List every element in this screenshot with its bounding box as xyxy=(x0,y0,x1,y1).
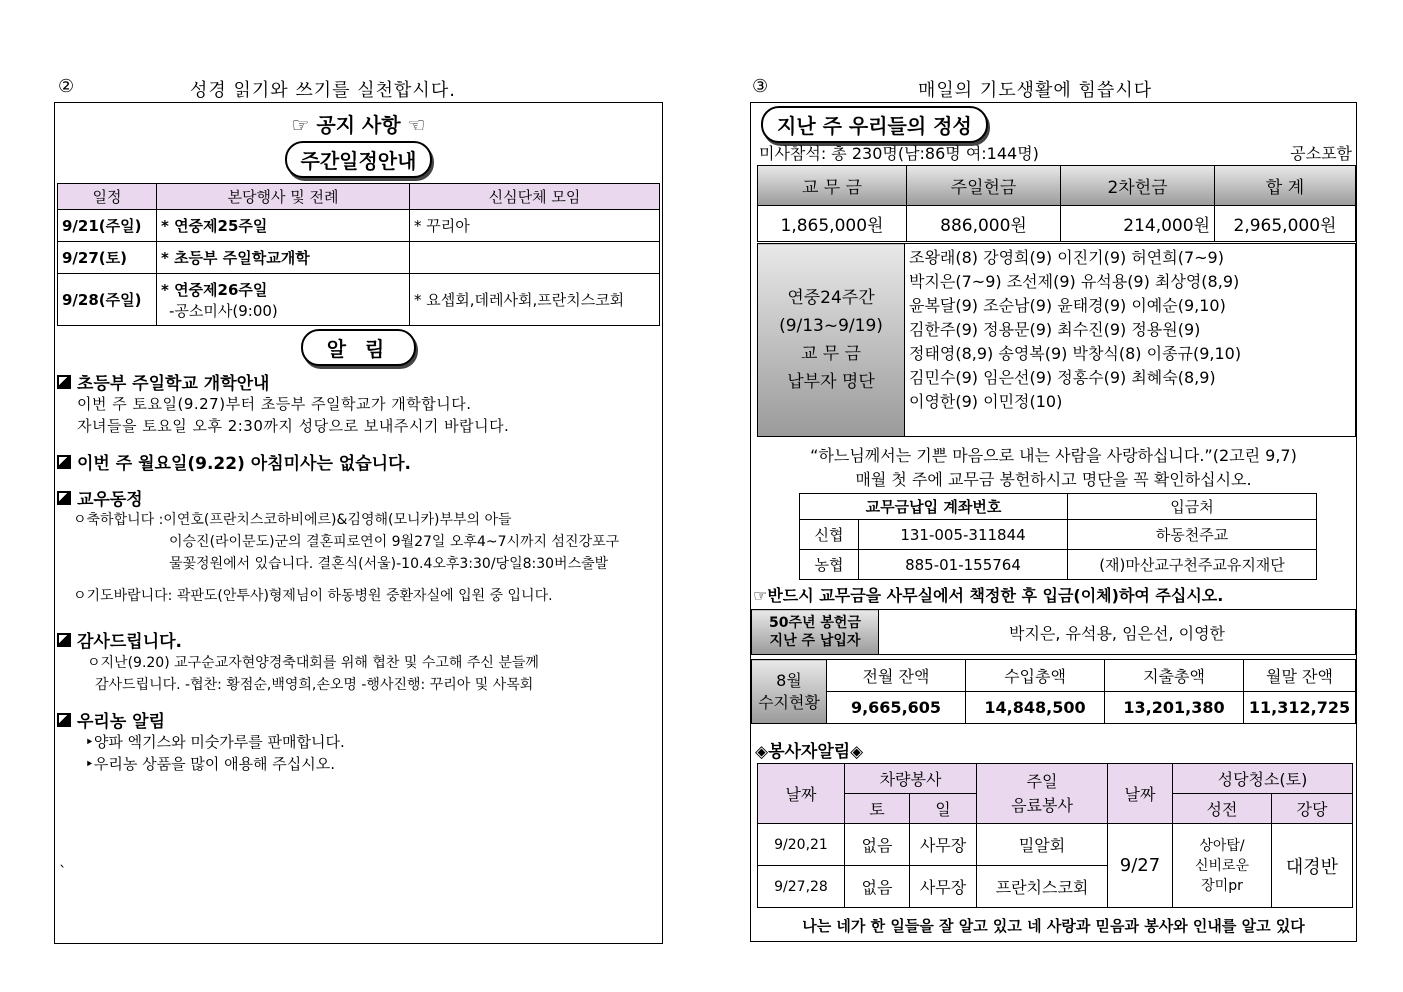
text-line: ㅇ축하합니다 :이연호(프란치스코하비에르)&김영해(모니카)부부의 아들 xyxy=(73,512,512,528)
vol-header-drink-line: 음료봉사 xyxy=(1011,795,1073,815)
donor-label-cell xyxy=(758,244,905,437)
schedule-date: 9/27(토) xyxy=(58,242,157,274)
text-line: 자녀들을 토요일 오후 2:30까지 성당으로 보내주시기 바랍니다. xyxy=(77,417,510,435)
vol-header-date: 날짜 xyxy=(758,764,845,824)
vol-date2: 9/27 xyxy=(1108,824,1173,908)
vol-sat: 없음 xyxy=(845,866,910,908)
offer-value: 2,965,000원 xyxy=(1215,206,1356,242)
offer-value: 1,865,000원 xyxy=(758,206,907,242)
section-monday xyxy=(57,449,411,474)
donor-line: 김한주(9) 정용문(9) 최수진(9) 정용원(9) xyxy=(909,320,1201,339)
schedule-date: 9/21(주일) xyxy=(58,210,157,242)
donor-label: (9/13~9/19) xyxy=(779,316,883,336)
left-page-number: ② xyxy=(58,76,75,97)
table-row xyxy=(758,206,1356,242)
anniversary-table xyxy=(751,609,1356,655)
right-page-number: ③ xyxy=(752,76,769,97)
vol-drink: 밀알회 xyxy=(977,824,1108,866)
donor-label: 교 무 금 xyxy=(800,344,862,364)
vol-sanctuary xyxy=(1173,824,1272,908)
schedule-title: 주간일정안내 xyxy=(285,141,433,178)
section-title: 우리농 알림 xyxy=(77,712,166,732)
account-header: 입금처 xyxy=(1068,494,1317,520)
vol-header-sun: 일 xyxy=(910,794,977,824)
schedule-group: * 요셉회,데레사회,프란치스코회 xyxy=(410,274,660,326)
section-parish-news xyxy=(57,485,143,510)
donor-line: 김민수(9) 임은선(9) 정홍수(9) 최혜숙(8,9) xyxy=(909,368,1216,387)
text-line: ‣양파 엑기스와 미숫가루를 판매합니다. xyxy=(85,733,345,751)
notice-title: ☞ 공지 사항 ☜ xyxy=(291,113,426,137)
right-page-frame xyxy=(750,102,1357,942)
table-row xyxy=(58,274,660,326)
schedule-event: * 연중제26주일 xyxy=(161,280,268,299)
schedule-header-event: 본당행사 및 전례 xyxy=(157,184,410,210)
section-title: 교우동정 xyxy=(77,490,143,510)
schedule-group: * 꾸리아 xyxy=(410,210,660,242)
vol-header-drink-line: 주일 xyxy=(1026,771,1058,791)
section-title: 초등부 주일학교 개학안내 xyxy=(77,374,270,394)
account-holder: (재)마산교구천주교유지재단 xyxy=(1068,550,1317,580)
schedule-table xyxy=(57,183,660,326)
finance-value: 14,848,500 xyxy=(966,692,1105,724)
volunteer-title: ◈봉사자알림◈ xyxy=(755,742,864,762)
account-number: 885-01-155764 xyxy=(859,550,1068,580)
mission-included: 공소포함 xyxy=(1290,144,1352,163)
section-woorinong xyxy=(57,707,165,732)
finance-label xyxy=(752,660,827,724)
vol-date: 9/27,28 xyxy=(758,866,845,908)
bible-quote: “하느님께서는 기쁜 마음으로 내는 사람을 사랑하십니다.”(2고린 9,7) xyxy=(810,446,1297,465)
schedule-event: * 초등부 주일학교개학 xyxy=(157,242,410,274)
anniversary-label-line: 50주년 봉헌금 xyxy=(769,615,861,631)
section-thanks xyxy=(57,627,182,652)
account-header: 교무금납입 계좌번호 xyxy=(800,494,1068,520)
vol-sanctuary-line: 신비로운 xyxy=(1194,857,1250,874)
text-line: 감사드립니다. -협찬: 황점순,백영희,손오명 -행사진행: 꾸리아 및 사목회 xyxy=(95,677,534,693)
finance-table xyxy=(751,659,1356,724)
anniversary-names: 박지은, 유석용, 임은선, 이영한 xyxy=(879,610,1356,655)
vol-sun: 사무장 xyxy=(910,824,977,866)
vol-sun: 사무장 xyxy=(910,866,977,908)
vol-date: 9/20,21 xyxy=(758,824,845,866)
text-line: 이번 주 토요일(9.27)부터 초등부 주일학교가 개학합니다. xyxy=(77,395,472,413)
donor-line: 조왕래(8) 강영희(9) 이진기(9) 허연희(7~9) xyxy=(909,248,1224,267)
schedule-event-cell xyxy=(157,274,410,326)
text-line: 이승진(라이문도)군의 결혼피로연이 9월27일 오후4~7시까지 섬진강포구 xyxy=(169,534,620,550)
finance-header: 수입총액 xyxy=(966,660,1105,692)
vol-drink: 프란치스코회 xyxy=(977,866,1108,908)
donor-label: 연중24주간 xyxy=(787,288,875,308)
schedule-group xyxy=(410,242,660,274)
donor-label: 납부자 명단 xyxy=(787,372,875,392)
text-line: ㅇ지난(9.20) 교구순교자현양경축대회를 위해 협찬 및 수고해 주신 분들께 xyxy=(87,655,539,671)
offer-value: 214,000원 xyxy=(1061,206,1215,242)
bank-name: 신협 xyxy=(800,520,859,550)
table-row xyxy=(58,210,660,242)
footer-verse: 나는 네가 한 일들을 잘 알고 있고 네 사랑과 믿음과 봉사와 인내를 알고 있다 xyxy=(802,917,1305,935)
finance-value: 11,312,725 xyxy=(1244,692,1356,724)
table-row xyxy=(800,520,1317,550)
finance-label-line: 8월 xyxy=(776,670,802,690)
stray-mark: ` xyxy=(59,863,67,881)
donor-table xyxy=(757,243,1356,437)
quote-note: 매월 첫 주에 교무금 봉헌하시고 명단을 꼭 확인하십시오. xyxy=(855,470,1252,489)
offer-header: 합 계 xyxy=(1215,166,1356,206)
donor-line: 정태영(8,9) 송영복(9) 박창식(8) 이종규(9,10) xyxy=(909,344,1242,363)
deposit-warning: ☞반드시 교무금을 사무실에서 책정한 후 입금(이체)하여 주십시오. xyxy=(753,586,1224,605)
text-line: 물꽃정원에서 있습니다. 결혼식(서울)-10.4오후3:30/당일8:30버스출발 xyxy=(169,556,609,572)
finance-header: 월말 잔액 xyxy=(1244,660,1356,692)
vol-sanctuary-line: 장미pr xyxy=(1201,877,1243,894)
section-title: 감사드립니다. xyxy=(77,632,182,652)
schedule-event-sub: -공소미사(9:00) xyxy=(169,301,278,320)
schedule-header-date: 일정 xyxy=(58,184,157,210)
vol-hall: 대경반 xyxy=(1272,824,1353,908)
offer-header: 2차헌금 xyxy=(1061,166,1215,206)
finance-value: 9,665,605 xyxy=(827,692,966,724)
vol-header-clean: 성당청소(토) xyxy=(1173,764,1353,794)
vol-sat: 없음 xyxy=(845,824,910,866)
schedule-date: 9/28(주일) xyxy=(58,274,157,326)
finance-header: 지출총액 xyxy=(1105,660,1244,692)
anniversary-label-line: 지난 주 납입자 xyxy=(769,633,861,649)
left-page-title: 성경 읽기와 쓰기를 실천합시다. xyxy=(190,80,456,101)
account-table xyxy=(799,493,1317,580)
mass-attendance: 미사참석: 총 230명(남:86명 여:144명) xyxy=(759,144,1039,163)
vol-header-drink xyxy=(977,764,1108,824)
square-bullet-icon xyxy=(57,375,71,389)
vol-header-date2: 날짜 xyxy=(1108,764,1173,824)
text-line: ‣우리농 상품을 많이 애용해 주십시오. xyxy=(85,755,336,773)
schedule-event: * 연중제25주일 xyxy=(157,210,410,242)
table-row xyxy=(752,692,1356,724)
offering-table xyxy=(757,165,1356,242)
account-number: 131-005-311844 xyxy=(859,520,1068,550)
offer-header: 주일헌금 xyxy=(907,166,1061,206)
vol-header-sat: 토 xyxy=(845,794,910,824)
square-bullet-icon xyxy=(57,713,71,727)
anniversary-label xyxy=(752,610,879,655)
account-holder: 하동천주교 xyxy=(1068,520,1317,550)
right-page-title: 매일의 기도생활에 힘씁시다 xyxy=(918,80,1153,101)
offer-value: 886,000원 xyxy=(907,206,1061,242)
square-bullet-icon xyxy=(57,633,71,647)
vol-header-car: 차량봉사 xyxy=(845,764,977,794)
section-title: 이번 주 월요일(9.22) 아침미사는 없습니다. xyxy=(77,454,411,474)
table-row xyxy=(758,824,1353,866)
schedule-header-group: 신심단체 모임 xyxy=(410,184,660,210)
section-school xyxy=(57,369,269,394)
donor-line: 윤복달(9) 조순남(9) 윤태경(9) 이예순(9,10) xyxy=(909,296,1226,315)
vol-header-sanctuary: 성전 xyxy=(1173,794,1272,824)
vol-sanctuary-line: 상아탑/ xyxy=(1199,837,1245,854)
table-row xyxy=(800,550,1317,580)
donor-line: 박지은(7~9) 조선제(9) 유석용(9) 최상영(8,9) xyxy=(909,272,1240,291)
left-page-frame xyxy=(54,102,663,944)
volunteer-table xyxy=(757,763,1353,908)
finance-label-line: 수지현황 xyxy=(758,692,820,712)
text-line: ㅇ기도바랍니다: 곽판도(안투사)형제님이 하동병원 중환자실에 입원 중 입니다. xyxy=(73,588,553,604)
table-row xyxy=(58,242,660,274)
offer-header: 교 무 금 xyxy=(758,166,907,206)
finance-value: 13,201,380 xyxy=(1105,692,1244,724)
alert-title: 알 림 xyxy=(301,329,417,366)
square-bullet-icon xyxy=(57,491,71,505)
offering-title: 지난 주 우리들의 정성 xyxy=(761,106,988,143)
vol-header-hall: 강당 xyxy=(1272,794,1353,824)
donor-list xyxy=(905,244,1356,437)
donor-line: 이영한(9) 이민정(10) xyxy=(909,392,1063,411)
square-bullet-icon xyxy=(57,455,71,469)
finance-header: 전월 잔액 xyxy=(827,660,966,692)
bank-name: 농협 xyxy=(800,550,859,580)
